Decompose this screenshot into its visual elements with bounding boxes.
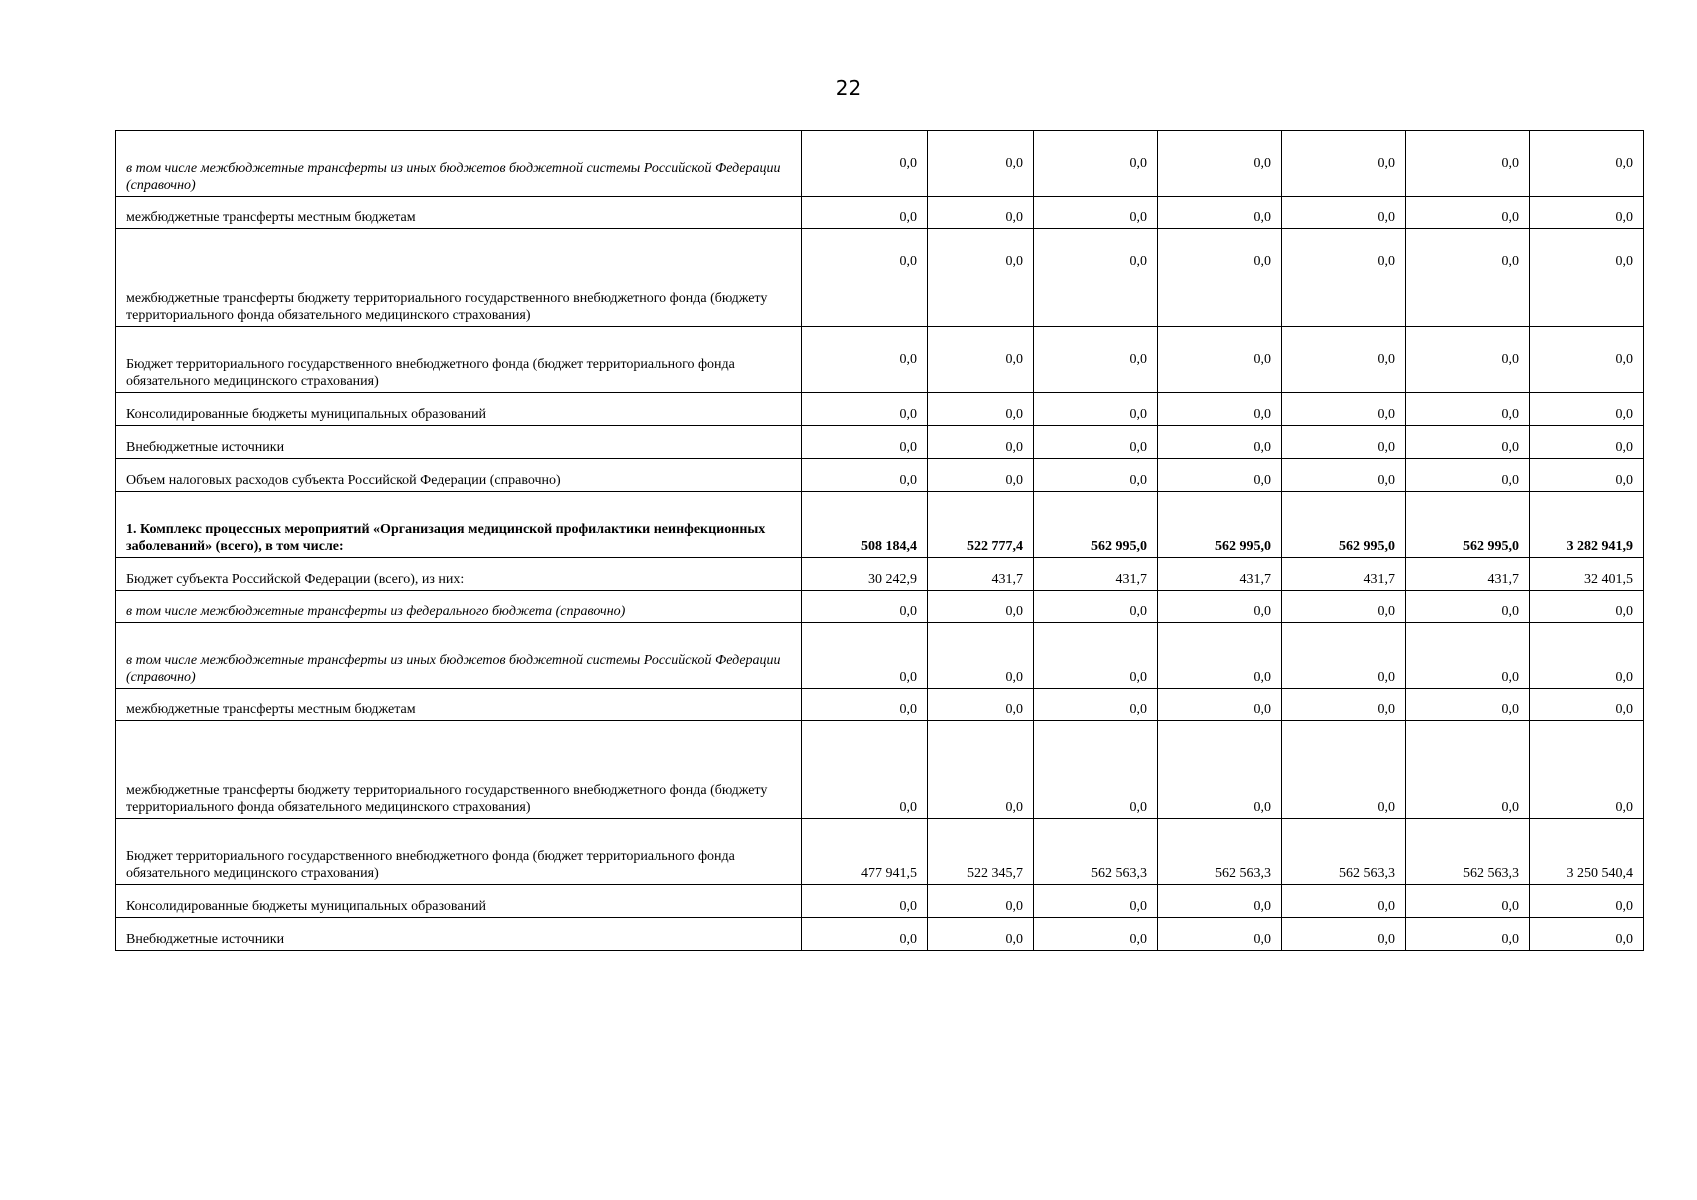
value-cell: 0,0 [1406, 689, 1530, 721]
value-cell: 0,0 [928, 459, 1034, 492]
row-label: Бюджет территориального государственного внебюджетного фонда (бюджет территориального фонда обязательного медицинского страхования) [116, 819, 802, 885]
value-cell: 0,0 [928, 426, 1034, 459]
value-cell: 0,0 [928, 229, 1034, 327]
value-cell: 562 563,3 [1282, 819, 1406, 885]
value-cell: 508 184,4 [802, 492, 928, 558]
value-cell: 0,0 [1530, 721, 1644, 819]
value-cell: 0,0 [1530, 459, 1644, 492]
table-row [116, 197, 1644, 229]
value-cell: 431,7 [928, 558, 1034, 591]
value-cell: 0,0 [802, 689, 928, 721]
budget-table [115, 130, 1644, 951]
value-cell: 562 995,0 [1034, 492, 1158, 558]
value-cell: 0,0 [802, 426, 928, 459]
value-cell: 0,0 [928, 131, 1034, 197]
value-cell: 431,7 [1158, 558, 1282, 591]
value-cell: 0,0 [1530, 591, 1644, 623]
value-cell: 0,0 [1406, 591, 1530, 623]
value-cell: 0,0 [1530, 885, 1644, 918]
value-cell: 0,0 [1406, 197, 1530, 229]
value-cell: 0,0 [1282, 426, 1406, 459]
table-row [116, 393, 1644, 426]
table-row [116, 131, 1644, 197]
row-label: межбюджетные трансферты бюджету территориального государственного внебюджетного фонда (бюджету территориального фонда обязательного медицинского страхования) [116, 229, 802, 327]
value-cell: 0,0 [1034, 689, 1158, 721]
value-cell: 0,0 [1034, 591, 1158, 623]
value-cell: 0,0 [928, 197, 1034, 229]
value-cell: 0,0 [1158, 327, 1282, 393]
value-cell: 0,0 [1034, 229, 1158, 327]
row-label: 1. Комплекс процессных мероприятий «Организация медицинской профилактики неинфекционных заболеваний» (всего), в том числе: [116, 492, 802, 558]
value-cell: 0,0 [802, 721, 928, 819]
table-body [116, 131, 1644, 951]
value-cell: 0,0 [802, 623, 928, 689]
value-cell: 0,0 [1530, 229, 1644, 327]
value-cell: 32 401,5 [1530, 558, 1644, 591]
value-cell: 0,0 [1282, 229, 1406, 327]
table-row [116, 426, 1644, 459]
value-cell: 0,0 [802, 885, 928, 918]
value-cell: 0,0 [928, 689, 1034, 721]
table-row [116, 229, 1644, 327]
value-cell: 0,0 [802, 918, 928, 951]
row-label: Консолидированные бюджеты муниципальных образований [116, 885, 802, 918]
value-cell: 0,0 [802, 327, 928, 393]
value-cell: 477 941,5 [802, 819, 928, 885]
value-cell: 0,0 [928, 327, 1034, 393]
page-number: 22 [835, 76, 862, 100]
value-cell: 0,0 [1530, 426, 1644, 459]
value-cell: 0,0 [802, 229, 928, 327]
value-cell: 0,0 [928, 393, 1034, 426]
value-cell: 0,0 [1282, 918, 1406, 951]
value-cell: 431,7 [1034, 558, 1158, 591]
value-cell: 0,0 [1158, 229, 1282, 327]
row-label: межбюджетные трансферты местным бюджетам [116, 689, 802, 721]
value-cell: 0,0 [928, 591, 1034, 623]
value-cell: 0,0 [1158, 131, 1282, 197]
value-cell: 3 250 540,4 [1530, 819, 1644, 885]
value-cell: 0,0 [1406, 459, 1530, 492]
value-cell: 0,0 [1406, 327, 1530, 393]
row-label: межбюджетные трансферты местным бюджетам [116, 197, 802, 229]
row-label: Внебюджетные источники [116, 918, 802, 951]
table-row-section-total [116, 492, 1644, 558]
value-cell: 0,0 [1530, 131, 1644, 197]
value-cell: 0,0 [1282, 393, 1406, 426]
value-cell: 0,0 [1034, 393, 1158, 426]
value-cell: 30 242,9 [802, 558, 928, 591]
value-cell: 0,0 [1530, 689, 1644, 721]
value-cell: 0,0 [1158, 885, 1282, 918]
table-row [116, 819, 1644, 885]
value-cell: 0,0 [1034, 327, 1158, 393]
table-row [116, 623, 1644, 689]
value-cell: 562 995,0 [1158, 492, 1282, 558]
table-row [116, 689, 1644, 721]
row-label: межбюджетные трансферты бюджету территориального государственного внебюджетного фонда (бюджету территориального фонда обязательного медицинского страхования) [116, 721, 802, 819]
value-cell: 0,0 [1282, 689, 1406, 721]
row-label: Консолидированные бюджеты муниципальных образований [116, 393, 802, 426]
value-cell: 0,0 [1034, 721, 1158, 819]
value-cell: 0,0 [928, 721, 1034, 819]
value-cell: 0,0 [928, 623, 1034, 689]
value-cell: 0,0 [1406, 623, 1530, 689]
value-cell: 0,0 [1406, 393, 1530, 426]
value-cell: 0,0 [1406, 229, 1530, 327]
value-cell: 0,0 [1282, 591, 1406, 623]
table-row [116, 885, 1644, 918]
value-cell: 0,0 [1158, 591, 1282, 623]
value-cell: 0,0 [802, 131, 928, 197]
value-cell: 0,0 [802, 197, 928, 229]
value-cell: 0,0 [1158, 426, 1282, 459]
value-cell: 0,0 [1158, 689, 1282, 721]
value-cell: 0,0 [1034, 131, 1158, 197]
value-cell: 0,0 [1034, 459, 1158, 492]
table-row [116, 918, 1644, 951]
row-label: Бюджет территориального государственного внебюджетного фонда (бюджет территориального фонда обязательного медицинского страхования) [116, 327, 802, 393]
value-cell: 3 282 941,9 [1530, 492, 1644, 558]
value-cell: 0,0 [1034, 426, 1158, 459]
value-cell: 0,0 [1282, 131, 1406, 197]
value-cell: 0,0 [928, 918, 1034, 951]
table-row [116, 591, 1644, 623]
value-cell: 0,0 [1530, 393, 1644, 426]
row-label: Внебюджетные источники [116, 426, 802, 459]
value-cell: 562 995,0 [1282, 492, 1406, 558]
value-cell: 522 345,7 [928, 819, 1034, 885]
table-row [116, 327, 1644, 393]
value-cell: 0,0 [1034, 885, 1158, 918]
table-row [116, 459, 1644, 492]
value-cell: 562 563,3 [1158, 819, 1282, 885]
value-cell: 0,0 [1406, 426, 1530, 459]
row-label: в том числе межбюджетные трансферты из иных бюджетов бюджетной системы Российской Федерации (справочно) [116, 623, 802, 689]
value-cell: 0,0 [1406, 721, 1530, 819]
value-cell: 0,0 [1158, 197, 1282, 229]
value-cell: 0,0 [1034, 918, 1158, 951]
value-cell: 0,0 [1406, 131, 1530, 197]
row-label: Объем налоговых расходов субъекта Российской Федерации (справочно) [116, 459, 802, 492]
value-cell: 0,0 [1530, 327, 1644, 393]
value-cell: 431,7 [1282, 558, 1406, 591]
value-cell: 0,0 [802, 591, 928, 623]
value-cell: 0,0 [1282, 885, 1406, 918]
value-cell: 0,0 [1034, 623, 1158, 689]
value-cell: 0,0 [1530, 918, 1644, 951]
value-cell: 431,7 [1406, 558, 1530, 591]
value-cell: 0,0 [1158, 459, 1282, 492]
value-cell: 0,0 [1158, 918, 1282, 951]
row-label: в том числе межбюджетные трансферты из федерального бюджета (справочно) [116, 591, 802, 623]
value-cell: 0,0 [1282, 623, 1406, 689]
row-label: Бюджет субъекта Российской Федерации (всего), из них: [116, 558, 802, 591]
value-cell: 0,0 [1282, 197, 1406, 229]
value-cell: 0,0 [802, 393, 928, 426]
value-cell: 0,0 [1282, 327, 1406, 393]
value-cell: 0,0 [1406, 918, 1530, 951]
value-cell: 0,0 [802, 459, 928, 492]
value-cell: 522 777,4 [928, 492, 1034, 558]
value-cell: 0,0 [928, 885, 1034, 918]
value-cell: 0,0 [1158, 393, 1282, 426]
value-cell: 0,0 [1034, 197, 1158, 229]
value-cell: 0,0 [1282, 459, 1406, 492]
row-label: в том числе межбюджетные трансферты из иных бюджетов бюджетной системы Российской Федерации (справочно) [116, 131, 802, 197]
value-cell: 0,0 [1158, 721, 1282, 819]
table-row [116, 721, 1644, 819]
value-cell: 0,0 [1406, 885, 1530, 918]
value-cell: 0,0 [1530, 197, 1644, 229]
table-row [116, 558, 1644, 591]
value-cell: 562 563,3 [1034, 819, 1158, 885]
value-cell: 562 995,0 [1406, 492, 1530, 558]
value-cell: 0,0 [1158, 623, 1282, 689]
value-cell: 562 563,3 [1406, 819, 1530, 885]
value-cell: 0,0 [1282, 721, 1406, 819]
value-cell: 0,0 [1530, 623, 1644, 689]
